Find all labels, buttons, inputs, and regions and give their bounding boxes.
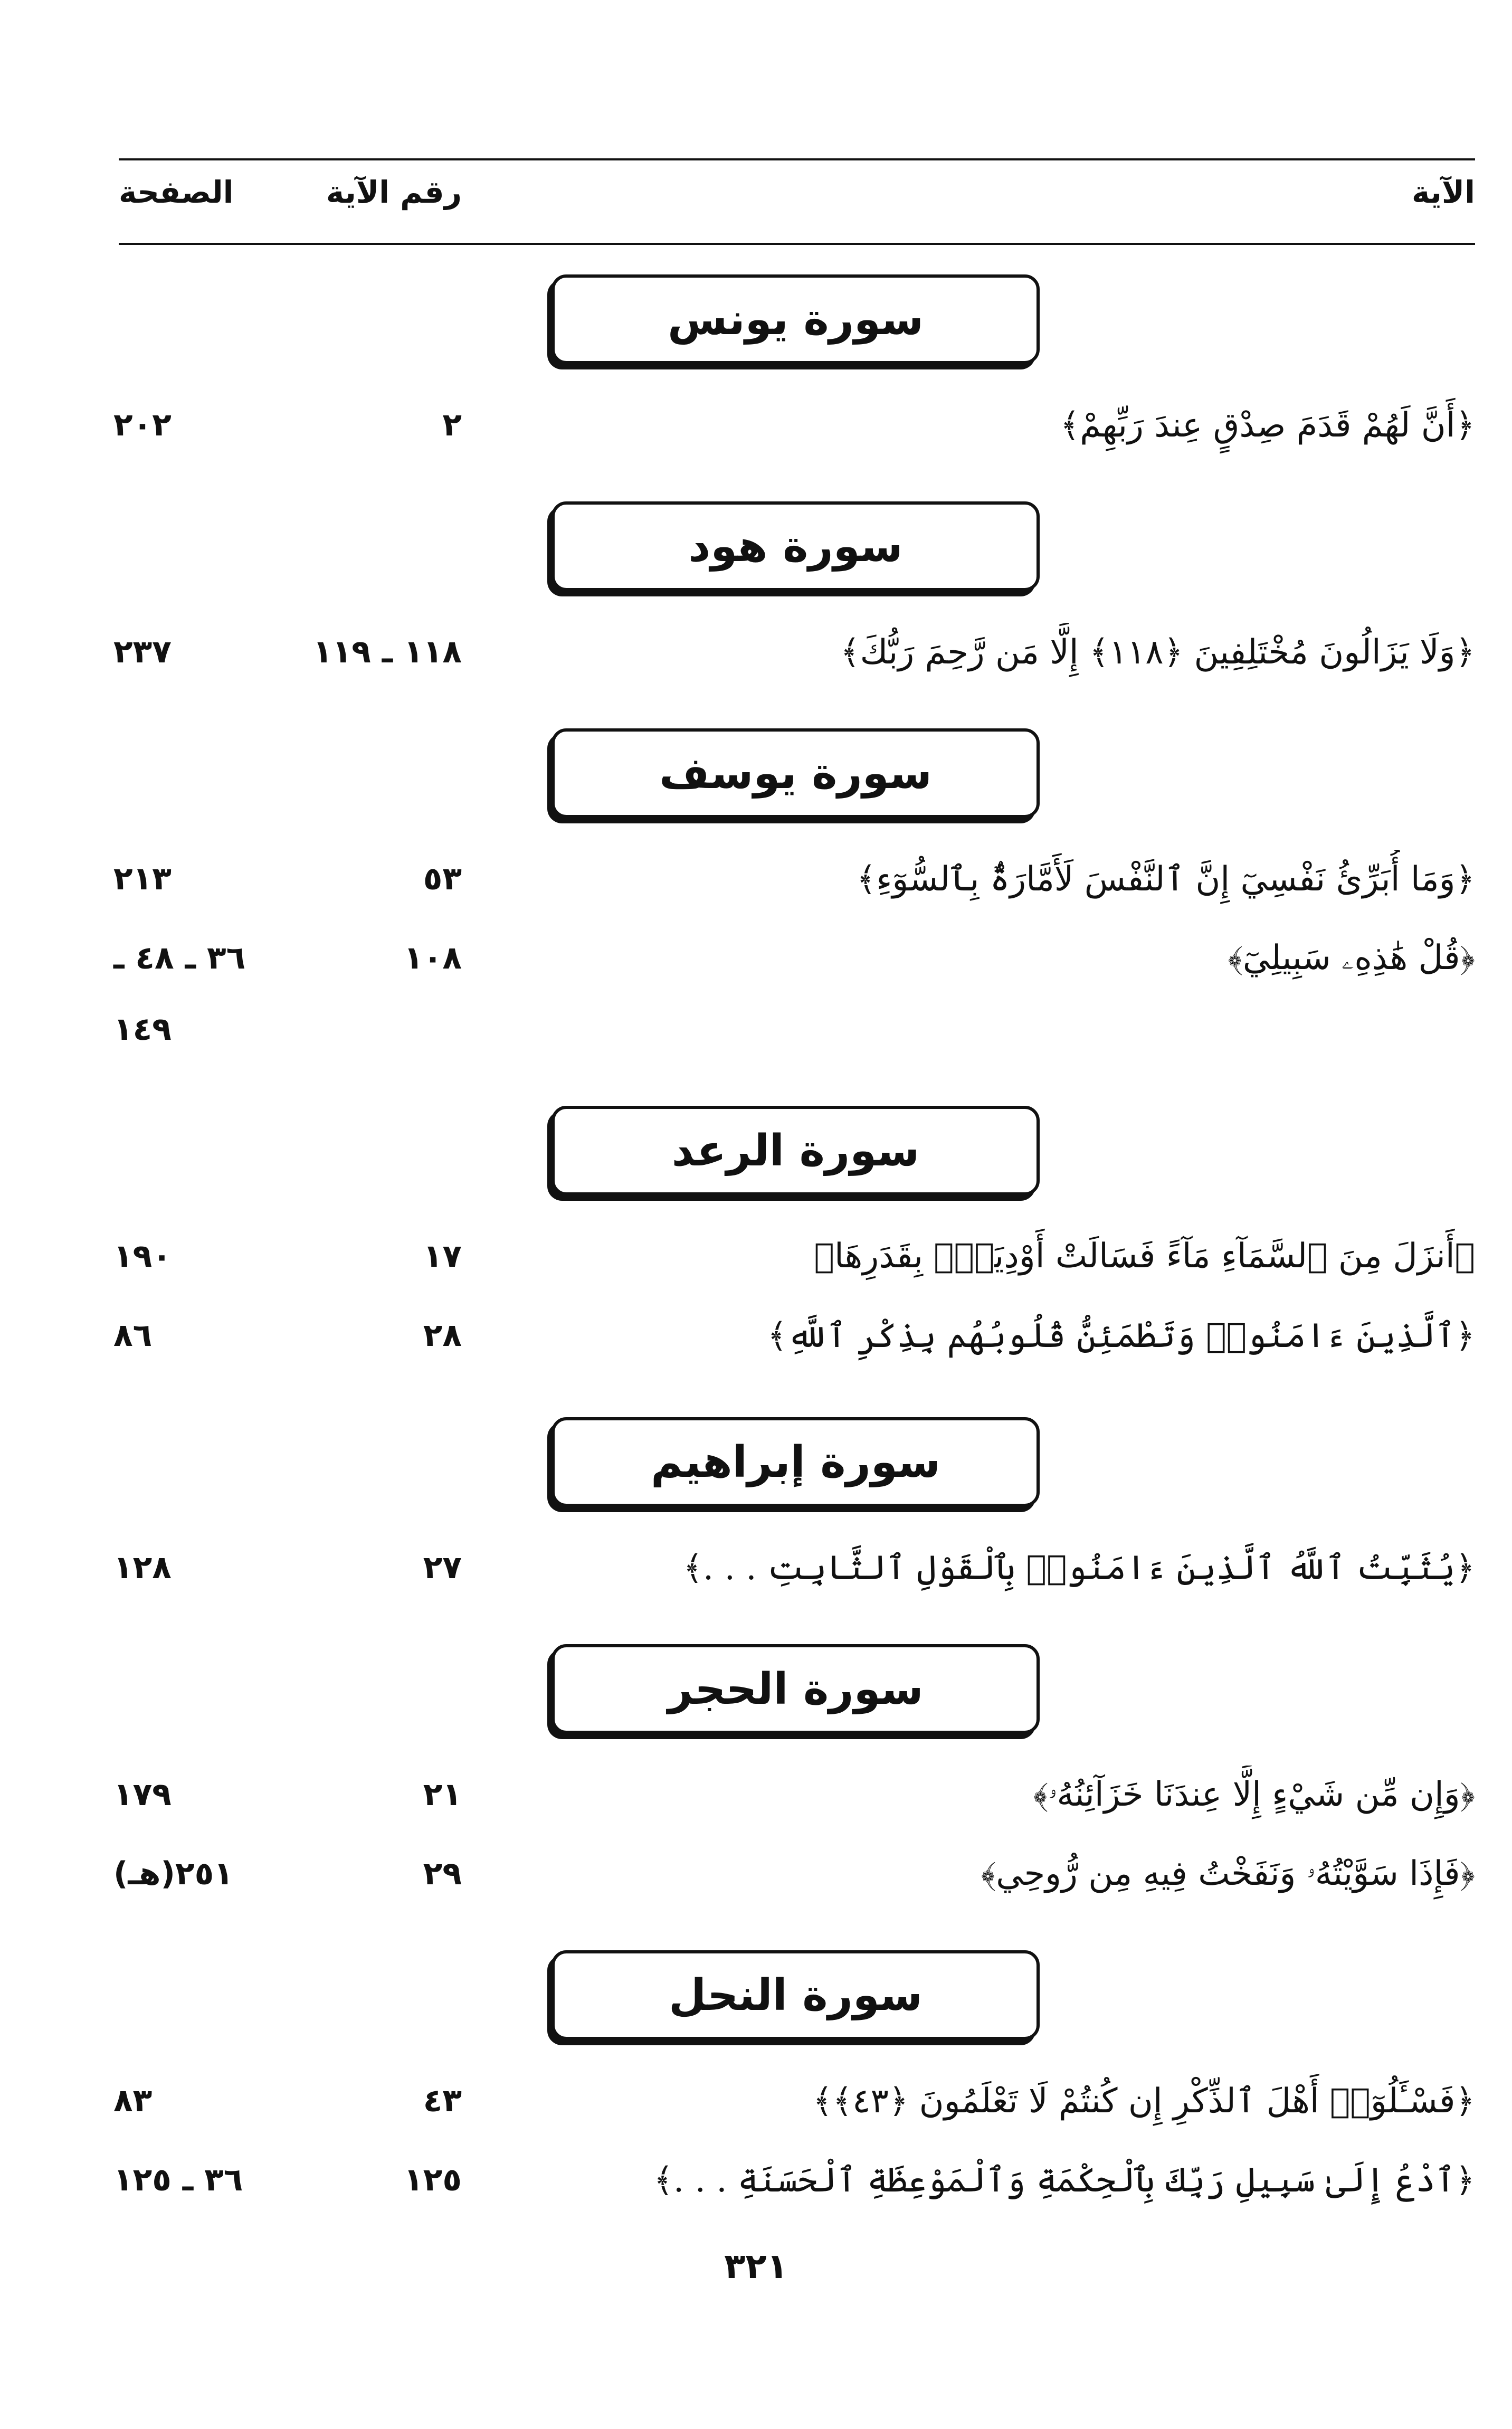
ayah-number: ٢٩ [423,1855,462,1892]
column-header-page: الصفحة [119,174,234,210]
ayah-text: ﴿وَإِن مِّن شَيْءٍ إِلَّا عِندَنَا خَزَآئِنُهُۥ﴾ [1033,1775,1475,1814]
surah-heading-yusuf: سورة يوسف [551,728,1040,818]
column-header-ayah: الآية [1411,174,1475,210]
ayah-text: ﴿أَنَّ لَهُمْ قَدَمَ صِدْقٍ عِندَ رَبِّهِمْ﴾ [1060,405,1475,445]
ayah-number: ٢٧ [423,1549,462,1586]
ayah-number: ١٧ [423,1238,462,1275]
surah-heading-yunus: سورة يونس [551,274,1040,364]
page-reference-continued: ١٤٩ [113,1011,172,1048]
ayah-number: ٥٣ [423,860,462,897]
ayah-text: ﴿فَإِذَا سَوَّيْتُهُۥ وَنَفَخْتُ فِيهِ مِن رُّوحِي﴾ [981,1854,1475,1893]
page-reference: ٣٦ ـ ١٢٥ [113,2161,243,2198]
ayah-number: ٢٨ [423,1317,462,1354]
table-row-continuation [0,1000,1512,1058]
surah-heading-ibrahim: سورة إبراهيم [551,1417,1040,1507]
page-reference: ٨٣ [113,2082,153,2119]
table-row [0,623,1512,681]
page-reference: ٢٥١(هـ) [113,1855,233,1892]
table-row [0,396,1512,454]
ayah-number: ٢١ [423,1776,462,1813]
surah-heading-ar-rad: سورة الرعد [551,1106,1040,1195]
table-row [0,2072,1512,2130]
page-reference: ٨٦ [113,1317,153,1354]
page-reference: ٢١٣ [113,860,172,897]
ayah-number: ٢ [442,406,462,443]
table-row [0,1845,1512,1903]
page-reference: ١٩٠ [113,1238,172,1275]
table-row [0,2151,1512,2209]
table-row [0,1306,1512,1364]
table-row [0,1227,1512,1285]
table-row [0,929,1512,987]
header-rule-bottom [119,243,1475,245]
surah-heading-al-hijr: سورة الحجر [551,1644,1040,1734]
page-reference: ٢٣٧ [113,633,172,670]
ayah-number: ١١٨ ـ ١١٩ [312,633,462,670]
table-row [0,850,1512,908]
ayah-text: ﴿وَمَا أُبَرِّئُ نَفْسِيٓ إِنَّ ٱلنَّفْسَ لَأَمَّارَةٌۢ بِٱلسُّوٓءِ﴾ [856,859,1475,899]
page-reference: ١٢٨ [113,1549,172,1586]
page-reference: ٣٦ ـ ٤٨ ـ [113,940,246,976]
page-reference: ١٧٩ [113,1776,172,1813]
header-rule-top [119,158,1475,160]
ayah-text: ﴿ٱدْعُ إِلَىٰ سَبِيلِ رَبِّكَ بِٱلْحِكْمَةِ وَٱلْمَوْعِظَةِ ٱلْحَسَنَةِ . . .﴾ [653,2160,1475,2200]
ayah-number: ٤٣ [423,2082,462,2119]
ayah-number: ١٢٥ [404,2161,462,2198]
table-row [0,1766,1512,1824]
surah-heading-an-nahl: سورة النحل [551,1950,1040,2040]
ayah-text: ﴿فَسْـَٔلُوٓا۟ أَهْلَ ٱلذِّكْرِ إِن كُنتُمْ لَا تَعْلَمُونَ ﴿٤٣﴾﴾ [813,2081,1475,2121]
page-number: ٣٢١ [724,2246,788,2286]
ayah-text: ﴿ٱلَّذِينَ ءَامَنُوا۟ وَتَطْمَئِنُّ قُلُوبُهُم بِذِكْرِ ٱللَّهِ﴾ [767,1316,1475,1355]
ayah-number: ١٠٨ [404,940,462,976]
surah-heading-hud: سورة هود [551,501,1040,591]
column-header-ayah-number: رقم الآية [326,174,462,210]
ayah-text: ﴿يُثَبِّتُ ٱللَّهُ ٱلَّذِينَ ءَامَنُوا۟ بِٱلْقَوْلِ ٱلثَّابِتِ . . .﴾ [683,1548,1475,1588]
table-row [0,1539,1512,1597]
ayah-text: ﴿وَلَا يَزَالُونَ مُخْتَلِفِينَ ﴿١١٨﴾ إِلَّا مَن رَّحِمَ رَبُّكَ﴾ [840,632,1475,672]
ayah-text: ﴿قُلْ هَٰذِهِۦ سَبِيلِيٓ﴾ [1228,938,1475,978]
page-reference: ٢٠٢ [113,406,172,443]
ayah-text: ﴿أَنزَلَ مِنَ ٱلسَّمَآءِ مَآءً فَسَالَتْ أَوْدِيَةٌۢ بِقَدَرِهَا﴾ [814,1237,1475,1276]
